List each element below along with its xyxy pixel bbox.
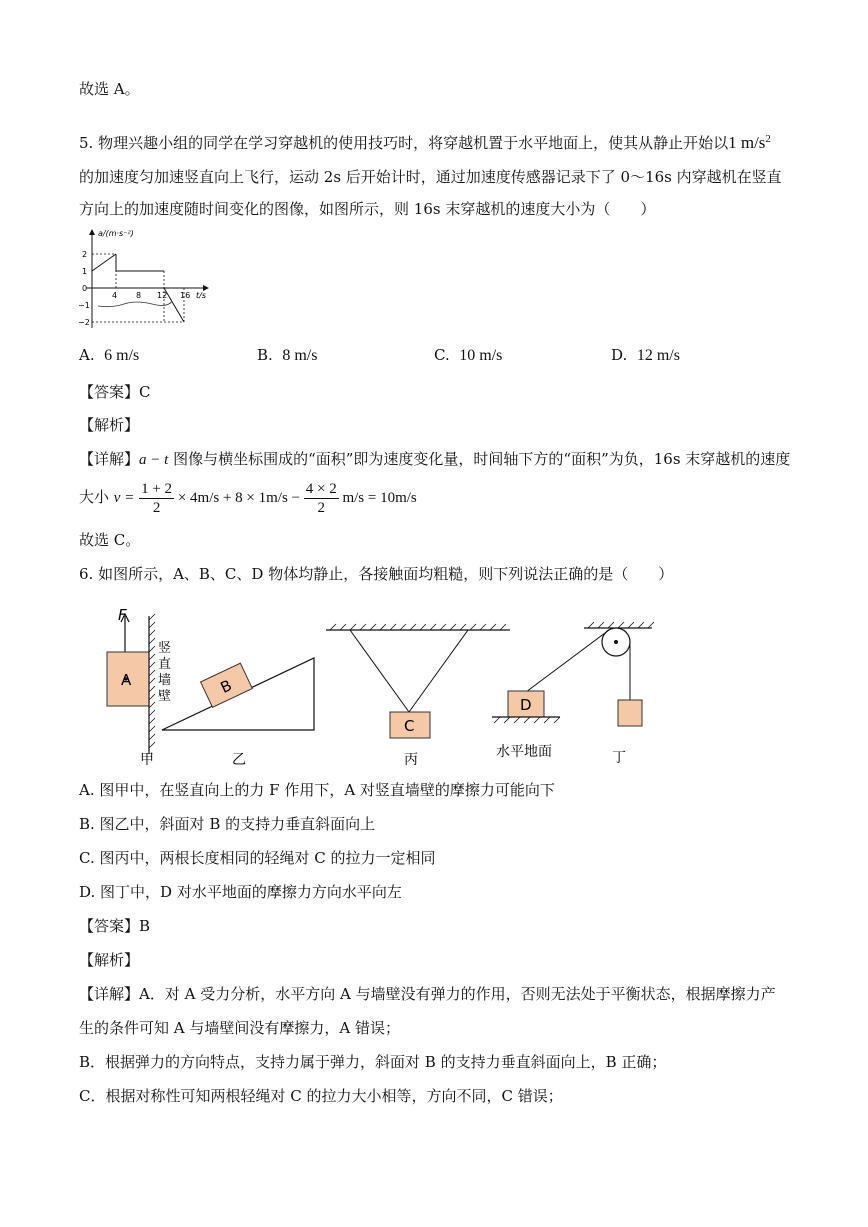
- answer6: 【答案】B: [79, 917, 151, 935]
- q6-option-b[interactable]: B. 图乙中，斜面对 B 的支持力垂直斜面向上: [79, 815, 376, 833]
- fig-bing: [326, 624, 510, 768]
- q6-option-c[interactable]: C. 图丙中，两根长度相同的轻绳对 C 的拉力一定相同: [79, 849, 436, 867]
- xtick-4: 4: [112, 291, 118, 300]
- ytick-0: 0: [82, 284, 88, 293]
- fraction-1: $\frac{1 + 2}{2}$: [141, 480, 173, 516]
- detail6-line4: C．根据对称性可知两根轻绳对 C 的拉力大小相等，方向不同，C 错误；: [79, 1087, 563, 1105]
- rope-left: [350, 630, 409, 712]
- caption-ding: 丁: [612, 750, 626, 766]
- at-graph: [72, 222, 222, 334]
- fraction-2: $\frac{4 \times 2}{2}$: [305, 480, 337, 516]
- force-label: F: [118, 606, 127, 624]
- hanging-block: [618, 700, 642, 726]
- q5-option-c[interactable]: C. 10 m/s: [434, 346, 503, 364]
- caption-yi: 乙: [232, 752, 246, 768]
- xtick-8: 8: [136, 291, 142, 300]
- ytick-2: 2: [82, 250, 88, 259]
- q5-option-d[interactable]: D. 12 m/s: [611, 346, 680, 364]
- scribble-line: [98, 301, 172, 307]
- wall-label-3: 墙: [158, 673, 172, 688]
- choose5: 故选 C。: [79, 531, 141, 549]
- x-axis-label: t/s: [196, 291, 206, 300]
- block-b-label: B: [217, 676, 235, 697]
- detail6-line2: 生的条件可知 A 与墙壁间没有摩擦力，A 错误；: [79, 1019, 400, 1037]
- block-a-label: A: [121, 671, 132, 689]
- ground-hatch: [494, 717, 560, 723]
- analysis6: 【解析】: [79, 951, 140, 969]
- answer5: 【答案】C: [79, 383, 151, 401]
- rope-right: [409, 630, 468, 712]
- fig-ding: [492, 622, 654, 766]
- wall-label-1: 竖: [158, 641, 172, 656]
- ceiling-hatch-2: [588, 622, 654, 628]
- detail6-line1: 【详解】A．对 A 受力分析，水平方向 A 与墙壁没有弹力的作用，否则无法处于平衡状态，根据摩擦力产: [79, 985, 776, 1003]
- ytick-m1: −1: [78, 301, 90, 310]
- ytick-1: 1: [82, 267, 88, 276]
- wall-hatch: [149, 614, 155, 748]
- detail6-line3: B．根据弹力的方向特点，支持力属于弹力，斜面对 B 的支持力垂直斜面向上，B 正确；: [79, 1053, 667, 1071]
- q6-option-d[interactable]: D. 图丁中，D 对水平地面的摩擦力方向水平向左: [79, 883, 402, 901]
- ground-label: 水平地面: [496, 744, 552, 760]
- xtick-12: 12: [157, 291, 168, 300]
- q6-stem: 6. 如图所示，A、B、C、D 物体均静止，各接触面均粗糙，则下列说法正确的是（ ）: [79, 565, 674, 583]
- caption-bing: 丙: [404, 752, 418, 768]
- y-axis-label: a/(m·s⁻²): [98, 229, 134, 238]
- block-c-label: C: [404, 717, 415, 735]
- fig-yi: [162, 658, 314, 768]
- fig-jia: [107, 606, 171, 768]
- figure6: [96, 604, 666, 774]
- wall-label-2: 直: [158, 657, 172, 672]
- wall-label-4: 壁: [158, 689, 172, 704]
- xtick-16: 16: [180, 291, 191, 300]
- ceiling-hatch: [330, 624, 506, 630]
- block-d-label: D: [520, 696, 532, 714]
- q5-option-a[interactable]: A. 6 m/s: [79, 346, 140, 364]
- rope-d: [526, 630, 609, 692]
- q5-line2: 的加速度匀加速竖直向上飞行，运动 2s 后开始计时，通过加速度传感器记录下了 0～16s 内穿越机在竖直: [79, 168, 782, 186]
- q5-line1: 5. 物理兴趣小组的同学在学习穿越机的使用技巧时，将穿越机置于水平地面上，使其从静止开始以1 $m/s^2$: [79, 133, 771, 152]
- detail5-line1: 【详解】a − t 图像与横坐标围成的“面积”即为速度变化量，时间轴下方的“面积”为负，16s 末穿越机的速度: [79, 450, 791, 468]
- analysis5: 【解析】: [79, 416, 140, 434]
- q6-option-a[interactable]: A. 图甲中，在竖直向上的力 F 作用下，A 对竖直墙壁的摩擦力可能向下: [79, 781, 555, 799]
- seg-ramp: [92, 254, 116, 271]
- caption-jia: 甲: [140, 752, 154, 768]
- detail5-line2: 大小 v = $\frac{1 + 2}{2}$ × 4m/s + 8 × 1m/s − $\frac{4 \times 2}{2}$ m/s = 10m/s: [79, 480, 417, 516]
- q5-option-b[interactable]: B. 8 m/s: [257, 346, 318, 364]
- q5-line3: 方向上的加速度随时间变化的图像，如图所示，则 16s 末穿越机的速度大小为（ ）: [79, 200, 656, 218]
- choose-prev: 故选 A。: [79, 80, 140, 98]
- ytick-m2: −2: [78, 318, 90, 327]
